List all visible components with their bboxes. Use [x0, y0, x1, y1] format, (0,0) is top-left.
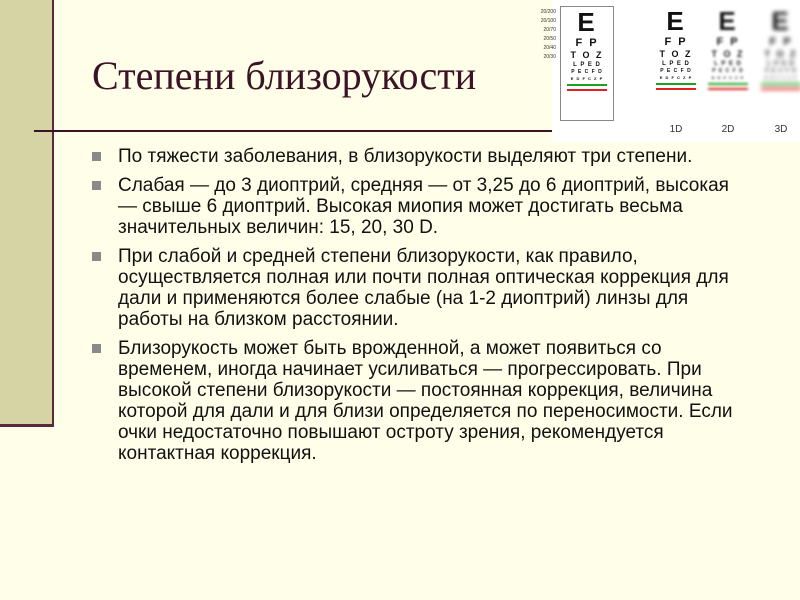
- chart-row: L P E D: [662, 61, 690, 67]
- chart-row: P E C F D: [571, 69, 603, 75]
- chart-row: L P E D: [767, 61, 795, 67]
- green-line: [656, 83, 696, 85]
- chart-row: E D F C Z P: [764, 75, 798, 80]
- chart-row: F P: [575, 37, 599, 49]
- chart-row: F P: [769, 36, 793, 48]
- chart-row: T O Z: [764, 49, 798, 59]
- eye-chart-sharp: [560, 6, 614, 121]
- chart-row: P E C F D: [660, 68, 692, 74]
- snellen-label: 20/100: [540, 18, 556, 24]
- title-underline: [34, 130, 554, 132]
- bullet-square-icon: [92, 181, 101, 190]
- snellen-label: 20/50: [543, 36, 556, 42]
- bullet-text: Слабая — до 3 диоптрий, средняя — от 3,25 до 6 диоптрий, высокая — свыше 6 диоптрий. Высокая миопия может достигать весьма значительных величин: 15, 20, 30 D.: [118, 175, 729, 238]
- chart-row: E: [718, 6, 738, 36]
- chart-row: F P: [664, 36, 688, 48]
- chart-row: E D F C Z P: [711, 75, 745, 80]
- chart-row: E D F C Z P: [659, 75, 693, 80]
- eye-chart-3d: [755, 6, 800, 119]
- chart-row: T O Z: [711, 49, 745, 59]
- red-line: [656, 88, 696, 90]
- snellen-label: 20/200: [540, 9, 556, 15]
- green-line: [708, 83, 748, 85]
- snellen-label: 20/40: [543, 45, 556, 51]
- eye-chart-1d: [650, 6, 702, 119]
- green-line: [567, 84, 607, 86]
- red-line: [761, 88, 800, 90]
- eye-chart-image: [540, 0, 800, 142]
- chart-label-3d: 3D: [774, 124, 788, 135]
- bullet-item: [92, 246, 752, 330]
- chart-row: F P: [716, 36, 740, 48]
- chart-row: P E C F D: [765, 68, 797, 74]
- side-band: [0, 0, 54, 424]
- bullet-list: [92, 146, 752, 472]
- chart-row: P E C F D: [712, 68, 744, 74]
- green-line: [761, 83, 800, 85]
- chart-row: E D F C Z P: [570, 76, 604, 81]
- bullet-square-icon: [92, 152, 101, 161]
- chart-row: T O Z: [570, 50, 604, 60]
- red-line: [567, 89, 607, 91]
- chart-row: E: [771, 6, 791, 36]
- chart-row: E: [577, 7, 597, 37]
- chart-label-1d: 1D: [669, 124, 683, 135]
- snellen-label: 20/70: [543, 27, 556, 33]
- chart-row: E: [666, 6, 686, 36]
- bullet-item: [92, 146, 752, 167]
- side-band-underline: [0, 424, 54, 427]
- bullet-text: Близорукость может быть врожденной, а может появиться со временем, иногда начинает усиливаться — прогрессировать. При высокой степени близорукости — постоянная коррекция, величина которой для дали и для близи определяется по переносимости. Если очки недостаточно повышают остроту зрения, рекомендуется контактная коррекция.: [118, 338, 733, 464]
- bullet-item: [92, 338, 752, 464]
- bullet-text: При слабой и средней степени близорукости, как правило, осуществляется полная или почти полная оптическая коррекция для дали и применяются более слабые (на 1-2 диоптрий) линзы для работы на близком расстоянии.: [118, 246, 729, 330]
- chart-row: T O Z: [659, 49, 693, 59]
- bullet-item: [92, 175, 752, 238]
- snellen-labels: [526, 8, 556, 62]
- bullet-square-icon: [92, 344, 101, 353]
- chart-row: L P E D: [573, 62, 601, 68]
- eye-chart-2d: [702, 6, 754, 119]
- red-line: [708, 88, 748, 90]
- snellen-label: 20/30: [543, 54, 556, 60]
- slide-title: Степени близорукости: [92, 53, 477, 98]
- bullet-text: По тяжести заболевания, в близорукости выделяют три степени.: [118, 146, 693, 167]
- chart-label-2d: 2D: [721, 124, 735, 135]
- chart-row: L P E D: [714, 61, 742, 67]
- bullet-square-icon: [92, 252, 101, 261]
